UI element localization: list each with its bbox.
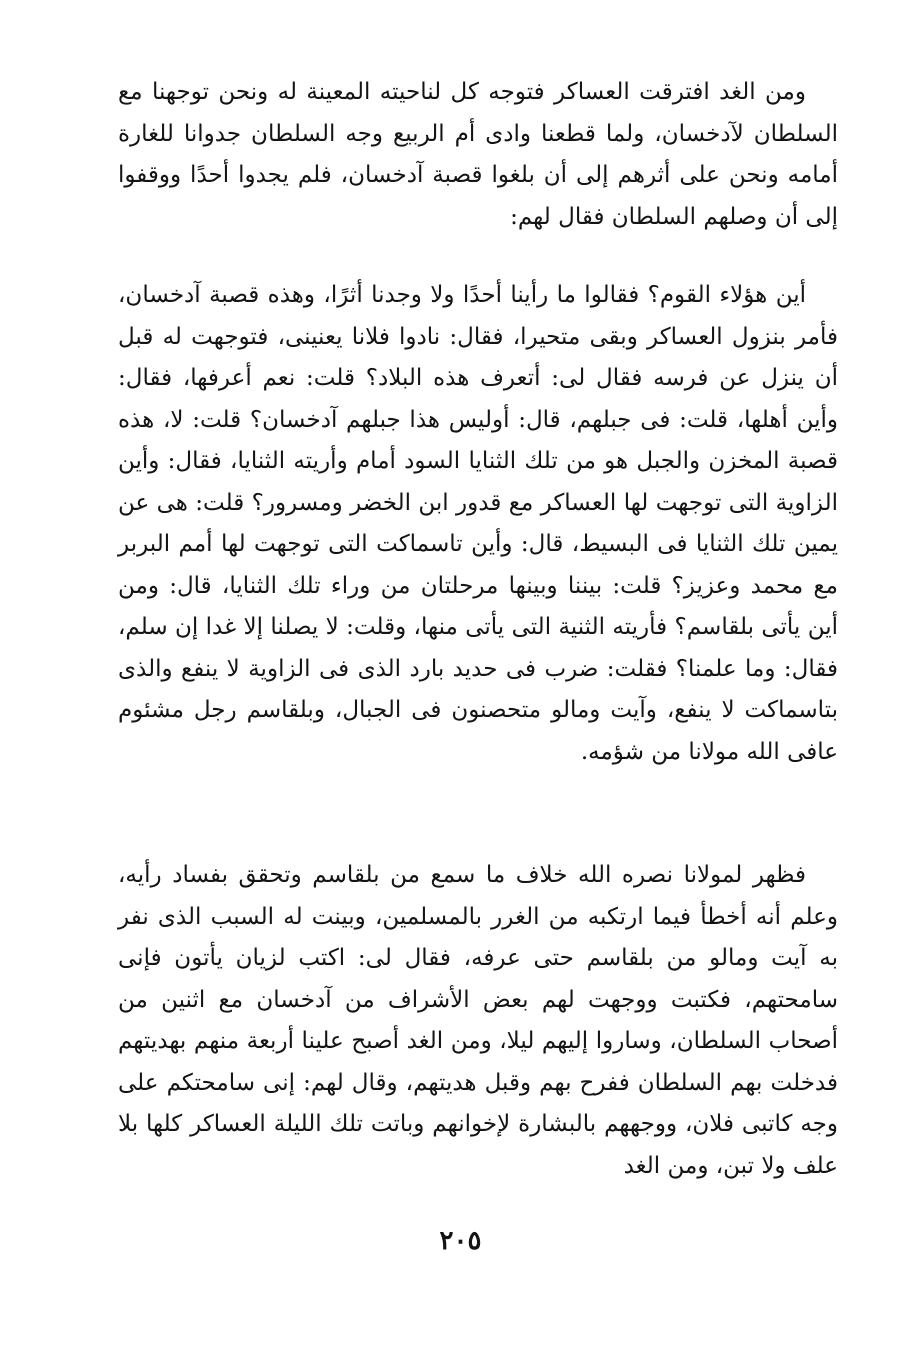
paragraph-3 xyxy=(118,855,838,1187)
paragraph-text: أين هؤلاء القوم؟ فقالوا ما رأينا أحدًا ولا وجدنا أثرًا، وهذه قصبة آدخسان، فأمر بنزول العساكر وبقى متحيرا، فقال: نادوا فلانا يعنينى، فتوجهت له قبل أن ينزل عن فرسه فقال لى: أتعرف هذه البلاد؟ قلت: نعم أعرفها، فقال: وأين أهلها، قلت: فى جبلهم، قال: أوليس هذا جبلهم آدخسان؟ قلت: لا، هذه قصبة المخزن والجبل هو من تلك الثنايا السود أمام وأريته الثنايا، فقال: وأين الزاوية التى توجهت لها العساكر مع قدور ابن الخضر ومسرور؟ قلت: هى عن يمين تلك الثنايا فى البسيط، قال: وأين تاسماكت التى توجهت لها أمم البربر مع محمد وعزيز؟ قلت: بيننا وبينها مرحلتان من وراء تلك الثنايا، قال: ومن أين يأتى بلقاسم؟ فأريته الثنية التى يأتى منها، وقلت: لا يصلنا إلا غدا إن سلم، فقال: وما علمنا؟ فقلت: ضرب فى حديد بارد الذى فى الزاوية لا ينفع والذى بتاسماكت لا ينفع، وآيت ومالو متحصنون فى الجبال، وبلقاسم رجل مشئوم عافى الله مولانا من شؤمه. xyxy=(118,282,838,765)
paragraph-text: فظهر لمولانا نصره الله خلاف ما سمع من بلقاسم وتحقق بفساد رأيه، وعلم أنه أخطأ فيما ارتكبه من الغرر بالمسلمين، وبينت له السبب الذى نفر به آيت ومالو من بلقاسم حتى عرفه، فقال لى: اكتب لزيان يأتون فإنى سامحتهم، فكتبت ووجهت لهم بعض الأشراف من آدخسان مع اثنين من أصحاب السلطان، وساروا إليهم ليلا، ومن الغد أصبح علينا أربعة منهم بهديتهم فدخلت بهم السلطان ففرح بهم وقبل هديتهم، وقال لهم: إنى سامحتكم على وجه كاتبى فلان، ووجههم بالبشارة لإخوانهم وباتت تلك الليلة العساكر كلها بلا علف ولا تبن، ومن الغد xyxy=(118,862,838,1179)
paragraph-1 xyxy=(118,72,838,238)
paragraph-2 xyxy=(118,275,838,773)
paragraph-text: ومن الغد افترقت العساكر فتوجه كل لناحيته المعينة له ونحن توجهنا مع السلطان لآدخسان، ولما قطعنا وادى أم الربيع وجه السلطان جدوانا للغارة أمامه ونحن على أثرهم إلى أن بلغوا قصبة آدخسان، فلم يجدوا أحدًا ووقفوا إلى أن وصلهم السلطان فقال لهم: xyxy=(118,79,838,230)
page-number: ٢٠٥ xyxy=(439,1226,482,1256)
